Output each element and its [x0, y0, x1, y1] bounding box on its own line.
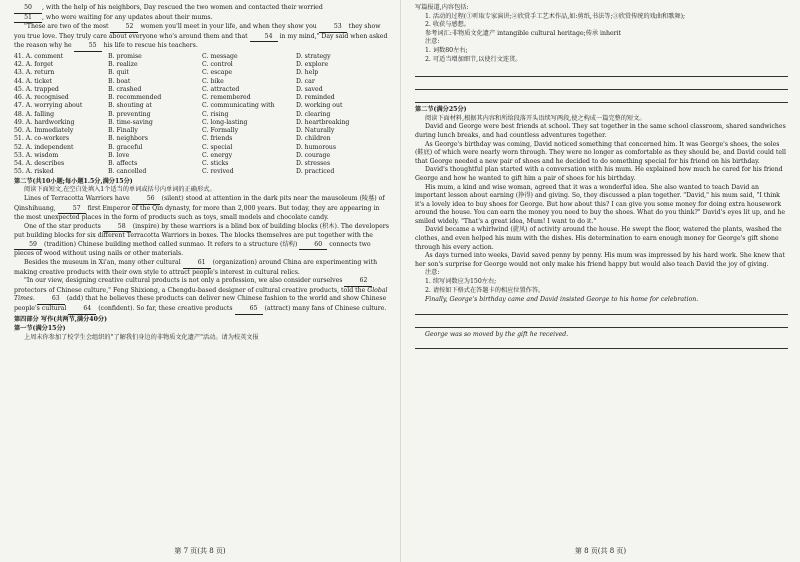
option-row [14, 111, 390, 119]
option-b: B. neighbors [108, 135, 148, 143]
blank-57: 57 [58, 205, 86, 215]
page-8 [400, 0, 800, 562]
option-b: B. quit [108, 69, 129, 77]
instruction: 阅读下面材料,根据其内容和所给段落开头语续写两段,使之构成一篇完整的短文。 [425, 114, 646, 122]
answer-line [415, 305, 788, 315]
writing-prompt: 上周末你参加了校学生会组织的"了解我们身边的非物质文化遗产"活动。请为校英文报 [24, 333, 259, 341]
option-c: C. communicating with [202, 102, 275, 110]
blank-55: 55 [74, 42, 102, 52]
option-c: C. sticks [202, 160, 229, 168]
note-label: 注意: [425, 38, 440, 46]
page-number: 第 7 页(共 8 页) [174, 547, 226, 556]
option-d: D. stresses [296, 160, 331, 168]
prompt-item: 2. 收获与感想。 [425, 21, 470, 29]
passage-paragraph: One of the star products 58 (inspire) by these warriors is a blind box of building blocks (积木). The developers put building blocks for six different Terracotta Warriors in boxes. The blocks themselves are put together with the 59 (tradition) Chinese building method called sunmao. It refers to a structure (结构) 60 connects two pieces of wood without using nails or other materials. [14, 222, 389, 258]
option-c: C. rising [202, 110, 229, 118]
option-c: C. bike [202, 77, 224, 85]
story-paragraph: His mum, a kind and wise woman, agreed that it was a wonderful idea. She also wanted to teach David an important lesson about earning (挣得) and giving. So, they discussed a plan together. "David," his mum said, "I think it's a lovely idea to buy shoes for George. But how about this? I can give you some money for doing extra housework around the house. You can earn the money you need to buy the shoes. What do you think?" David's eyes lit up, and he smiled widely. "That's a great idea, Mum! I want to do it." [415, 183, 786, 225]
option-row [14, 86, 390, 94]
option-c: C. attracted [202, 85, 240, 93]
option-d: D. children [296, 135, 331, 143]
option-d: D. reminded [296, 94, 335, 102]
continuation-start-1: Finally, George's birthday came and David insisted George to his home for celebration. [425, 296, 699, 304]
story-paragraph: David became a whirlwind (旋风) of activity around the house. He swept the floor, watered the plants, washed the clothes, and even helped his mum with the dishes. His determination to earn enough money for George's gift shone through his every action. [415, 226, 782, 251]
option-row [14, 119, 390, 127]
story-paragraph: David and George were best friends at school. They sat together in the same school classroom, shared sandwiches during lunch breaks, and had countless adventures together. [415, 123, 786, 139]
option-d: D. Naturally [296, 127, 335, 135]
option-d: D. humorous [296, 143, 337, 151]
option-d: D. strategy [296, 52, 331, 60]
passage-line: 50 , with the help of his neighbors, Day rescued the two women and contacted their worried [14, 4, 390, 14]
option-d: D. saved [296, 85, 323, 93]
option-a: 49. A. hardworking [14, 118, 75, 126]
option-c: C. friends [202, 135, 233, 143]
passage-paragraph: Lines of Terracotta Warriors have 56 (silent) stood at attention in the dark pits near the mausoleum (陵墓) of Qinshihuang, 57 first Emperor of the Qin dynasty, for more than 2,000 years. But today, they are appearing in the most unexpected places in the form of products such as toys, small models and chocolate candy. [14, 194, 385, 222]
option-b: B. promise [108, 52, 142, 60]
option-c: C. escape [202, 69, 233, 77]
story-paragraph: As George's birthday was coming, David noticed something that concerned him. It was George's shoes, the soles (鞋底) of which were nearly worn through. They were no longer as comfortable as they should be, and David could tell that George needed a new pair of shoes and he decided to do something special for his friend on his birthday. [415, 140, 786, 165]
blank-56: 56 [132, 195, 160, 205]
option-c: C. energy [202, 151, 233, 159]
section-title: 第一节(满分15分) [14, 325, 66, 333]
option-b: B. cancelled [108, 168, 147, 176]
blank-52: 52 [110, 23, 138, 33]
option-b: B. preventing [108, 110, 151, 118]
note-item: 2. 请按如下格式在答题卡的相应位置作答。 [425, 286, 545, 294]
option-b: B. Finally [108, 127, 138, 135]
passage-paragraph: "In our view, designing creative cultural products is not only a profession, we also consider ourselves 62 protectors of Chinese culture," Feng Shixiong, a Chengdu-based designer of cultural creative products, told the Global Times. 63 (add) that he believes these products can deliver new Chinese fashion to the world and show Chinese people's cultural 64 (confident). So far, these creative products 65 (attract) many fans of Chinese culture. [14, 277, 390, 314]
continuation-start-2: George was so moved by the gift he received. [425, 330, 569, 338]
blank-65: 65 [235, 305, 263, 315]
option-a: 51. A. co-workers [14, 135, 70, 143]
option-row [14, 53, 390, 61]
option-row [14, 152, 390, 160]
answer-lines [415, 67, 788, 103]
option-d: D. explore [296, 61, 329, 69]
option-d: D. heartbreaking [296, 118, 350, 126]
option-a: 53. A. wisdom [14, 151, 59, 159]
option-b: B. realize [108, 61, 138, 69]
option-d: D. practiced [296, 168, 335, 176]
option-row [14, 102, 390, 110]
prompt-item: 1. 活动的过程(①听取专家演讲;②欣赏手工艺术作品,如:剪纸,书法等;③欣赏传统的戏曲和歌舞); [425, 12, 686, 20]
option-b: B. time-saving [108, 118, 153, 126]
story-paragraph: As days turned into weeks, David saved penny by penny. His mum was impressed by his hard work. She knew that her son's surprise for George would not only make his friend happy but would also teach David the joy of giving. [415, 252, 785, 268]
blank-51: 51 [14, 14, 42, 24]
option-row [14, 78, 390, 86]
option-d: D. clearing [296, 110, 331, 118]
note-item: 1. 词数80左右; [425, 46, 468, 54]
blank-60: 60 [299, 241, 327, 251]
option-b: B. boat [108, 77, 131, 85]
passage-paragraph: Besides the museum in Xi'an, many other cultural 61 (organization) around China are experimenting with making creative products with their own style to attract people's interest in cultural relics. [14, 259, 378, 276]
note-item: 2. 可适当增加细节,以使行文连贯。 [425, 55, 522, 63]
option-a: 42. A. forget [14, 61, 54, 69]
answer-line [415, 339, 788, 349]
note-item: 1. 续写词数应为150左右; [425, 278, 497, 286]
note-label: 注意: [425, 269, 440, 277]
option-c: C. control [202, 61, 233, 69]
option-d: D. help [296, 69, 319, 77]
option-row [14, 144, 390, 152]
answer-line [415, 80, 788, 90]
instruction: 阅读下面短文,在空白处填入1个适当的单词或括号内单词的正确形式。 [24, 186, 216, 194]
option-a: 44. A. ticket [14, 77, 53, 85]
option-c: C. remembered [202, 94, 251, 102]
option-row [14, 61, 390, 69]
option-c: C. long-lasting [202, 118, 248, 126]
blank-63: 63 [37, 295, 65, 305]
page-number: 第 8 页(共 8 页) [574, 547, 627, 556]
option-a: 50. A. Immediately [14, 127, 74, 135]
option-b: B. affects [108, 160, 138, 168]
vocab-note: 参考词汇:非物质文化遗产 intangible cultural heritage;传承 inherit [425, 29, 622, 37]
blank-64: 64 [68, 305, 96, 315]
option-a: 41. A. comment [14, 52, 64, 60]
option-b: B. graceful [108, 143, 143, 151]
option-a: 47. A. worrying about [14, 102, 83, 110]
blank-61: 61 [183, 259, 211, 269]
option-b: B. crashed [108, 85, 142, 93]
blank-54: 54 [250, 33, 278, 43]
option-d: D. car [296, 77, 315, 85]
option-a: 45. A. trapped [14, 85, 59, 93]
writing-prompt: 写篇报道,内容包括: [415, 4, 469, 11]
part-title: 第四部分 写作(共两节,满分40分) [14, 315, 108, 323]
passage-line: 51 , who were waiting for any updates about their mums. [14, 14, 390, 24]
option-row [14, 168, 390, 176]
answer-line [415, 318, 788, 328]
option-c: C. message [202, 52, 238, 60]
section-title: 第二节(共10小题;每小题1.5分,满分15分) [14, 177, 133, 185]
blank-59: 59 [14, 241, 42, 251]
blank-58: 58 [103, 223, 131, 233]
option-row [14, 135, 390, 143]
story-paragraph: David's thoughtful plan started with a conversation with his mum. He explained how much he cared for his friend George and how he wanted to gift him a pair of shoes for his birthday. [415, 166, 783, 182]
option-a: 46. A. recognised [14, 94, 69, 102]
section-title: 第二节(满分25分) [415, 106, 467, 114]
option-a: 43. A. return [14, 69, 55, 77]
blank-50: 50 [14, 4, 42, 14]
option-c: C. revived [202, 168, 234, 176]
answer-line [415, 67, 788, 77]
option-c: C. special [202, 143, 233, 151]
option-a: 55. A. risked [14, 168, 54, 176]
blank-53: 53 [319, 23, 347, 33]
option-row [14, 69, 390, 77]
option-b: B. shouting at [108, 102, 152, 110]
option-c: C. Formally [202, 127, 239, 135]
blank-62: 62 [344, 277, 372, 287]
option-a: 48. A. falling [14, 110, 55, 118]
option-d: D. working out [296, 102, 343, 110]
option-a: 52. A. independent [14, 143, 74, 151]
option-row [14, 160, 390, 168]
answer-line [415, 93, 788, 103]
option-b: B. recommended [108, 94, 162, 102]
passage-paragraph: "These are two of the most 52 women you'll meet in your life, and when they show you 53 they show you true love. They truly care about everyone who's around them and that 54 in my mind," Day said when asked the reason why he 55 his life to rescue his teachers. [14, 23, 390, 52]
option-row [14, 94, 390, 102]
options-table [14, 53, 390, 177]
option-b: B. love [108, 151, 130, 159]
option-row [14, 127, 390, 135]
option-d: D. courage [296, 151, 331, 159]
option-a: 54. A. describes [14, 160, 65, 168]
